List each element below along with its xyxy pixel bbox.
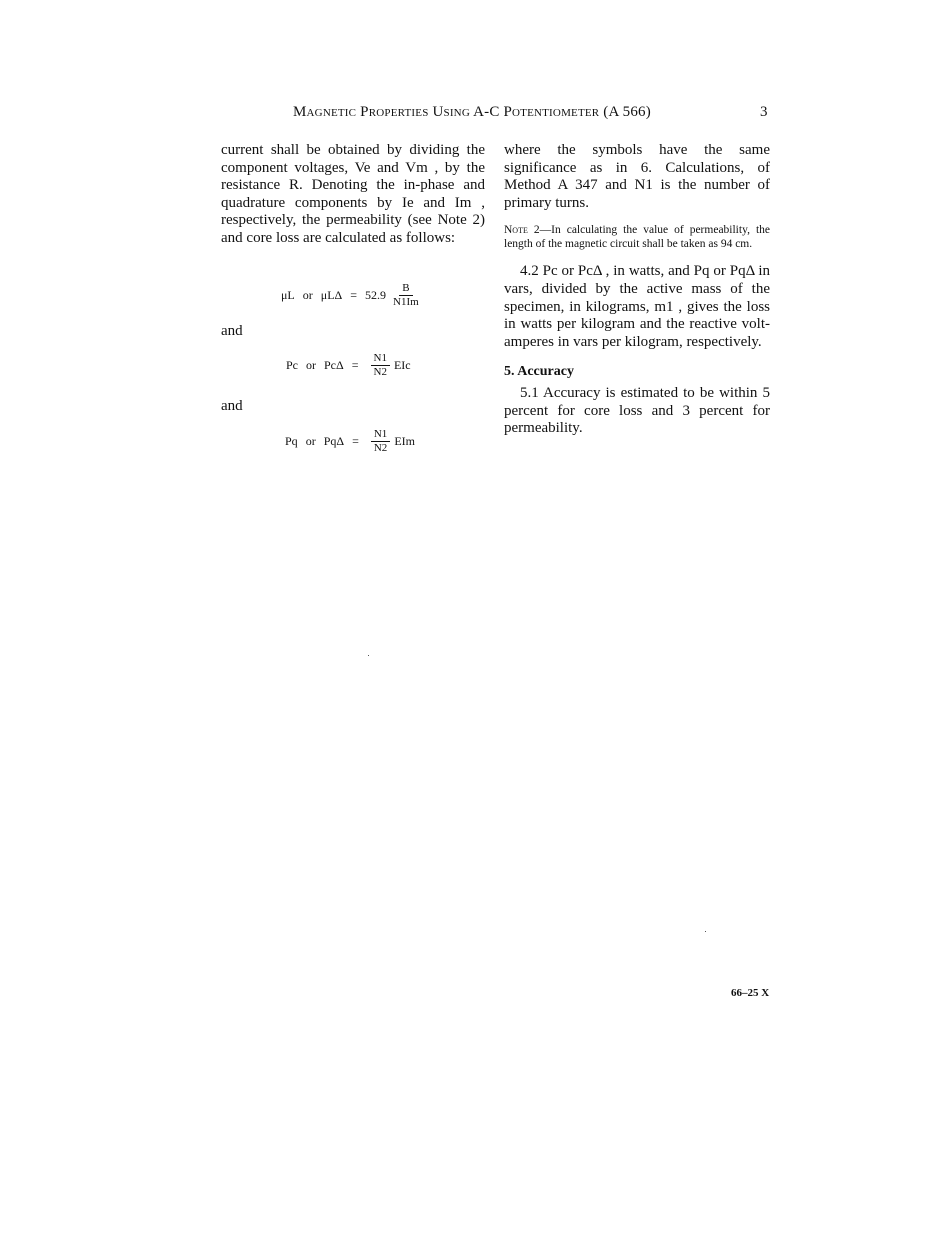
- eq1-numerator: B: [399, 282, 412, 296]
- eq3-numerator: N1: [371, 428, 390, 442]
- eq3-or: or: [305, 434, 316, 448]
- eq3-lhs: Pq: [285, 434, 298, 448]
- footer-code: 66–25 X: [731, 987, 770, 999]
- eq2-denominator: N2: [373, 366, 387, 378]
- eq2-lhs: Pc: [286, 358, 298, 372]
- scan-speck: [705, 931, 706, 932]
- left-paragraph: current shall be obtained by dividing the component voltages, Ve and Vm , by the resistance R. Denoting the in-phase and quadrature components by Ie and Im , respectively, the permeability (see Note 2) and core loss are calculated as follows:: [221, 142, 485, 246]
- and-label-2: and: [221, 398, 243, 414]
- eq3-fraction: [371, 428, 390, 455]
- core-loss-equation: [286, 352, 411, 379]
- eq1-denominator: N1Im: [393, 296, 419, 308]
- eq2-or: or: [306, 358, 316, 372]
- eq3-rhs: EIm: [394, 434, 415, 448]
- and-label-1: and: [221, 323, 243, 339]
- eq1-lhs: μL: [281, 288, 295, 302]
- running-header: Magnetic Properties Using A-C Potentiometer (A 566): [293, 104, 651, 120]
- eq2-fraction: [371, 352, 390, 379]
- note-label: Note 2: [504, 224, 540, 237]
- eq3-lhs2: PqΔ: [323, 434, 345, 448]
- eq1-lhs2: μLΔ: [320, 288, 343, 302]
- right-column: [504, 142, 770, 438]
- eq1-equals: =: [350, 288, 358, 302]
- eq2-equals: =: [351, 358, 359, 372]
- section-body: 5.1 Accuracy is estimated to be within 5 percent for core loss and 3 percent for permeability.: [504, 384, 770, 437]
- eq1-fraction: [390, 282, 422, 309]
- scan-speck: [368, 655, 369, 656]
- page-number: 3: [760, 104, 768, 120]
- right-paragraph-1: where the symbols have the same significance as in 6. Calculations, of Method A 347 and N1 is the number of primary turns.: [504, 142, 770, 211]
- note-2: [504, 224, 770, 251]
- reactive-power-equation: [285, 428, 415, 455]
- permeability-equation: [281, 282, 426, 309]
- left-column: [221, 142, 485, 248]
- right-paragraph-2: 4.2 Pc or PcΔ , in watts, and Pq or PqΔ in vars, divided by the active mass of the specimen, in kilograms, m1 , gives the loss in watts per kilogram and the reactive volt-amperes in vars per kilogram, respectively.: [504, 263, 770, 350]
- eq3-equals: =: [352, 434, 359, 448]
- eq2-numerator: N1: [371, 352, 390, 366]
- eq1-or: or: [302, 288, 313, 302]
- eq2-rhs: EIc: [393, 358, 411, 372]
- section-heading: 5. Accuracy: [504, 364, 574, 380]
- eq1-coefficient: 52.9: [365, 288, 387, 302]
- eq2-lhs2: PcΔ: [324, 358, 344, 372]
- note-text: —In calculating the value of permeability, the length of the magnetic circuit shall be taken as 94 cm.: [504, 224, 771, 250]
- eq3-denominator: N2: [373, 442, 388, 454]
